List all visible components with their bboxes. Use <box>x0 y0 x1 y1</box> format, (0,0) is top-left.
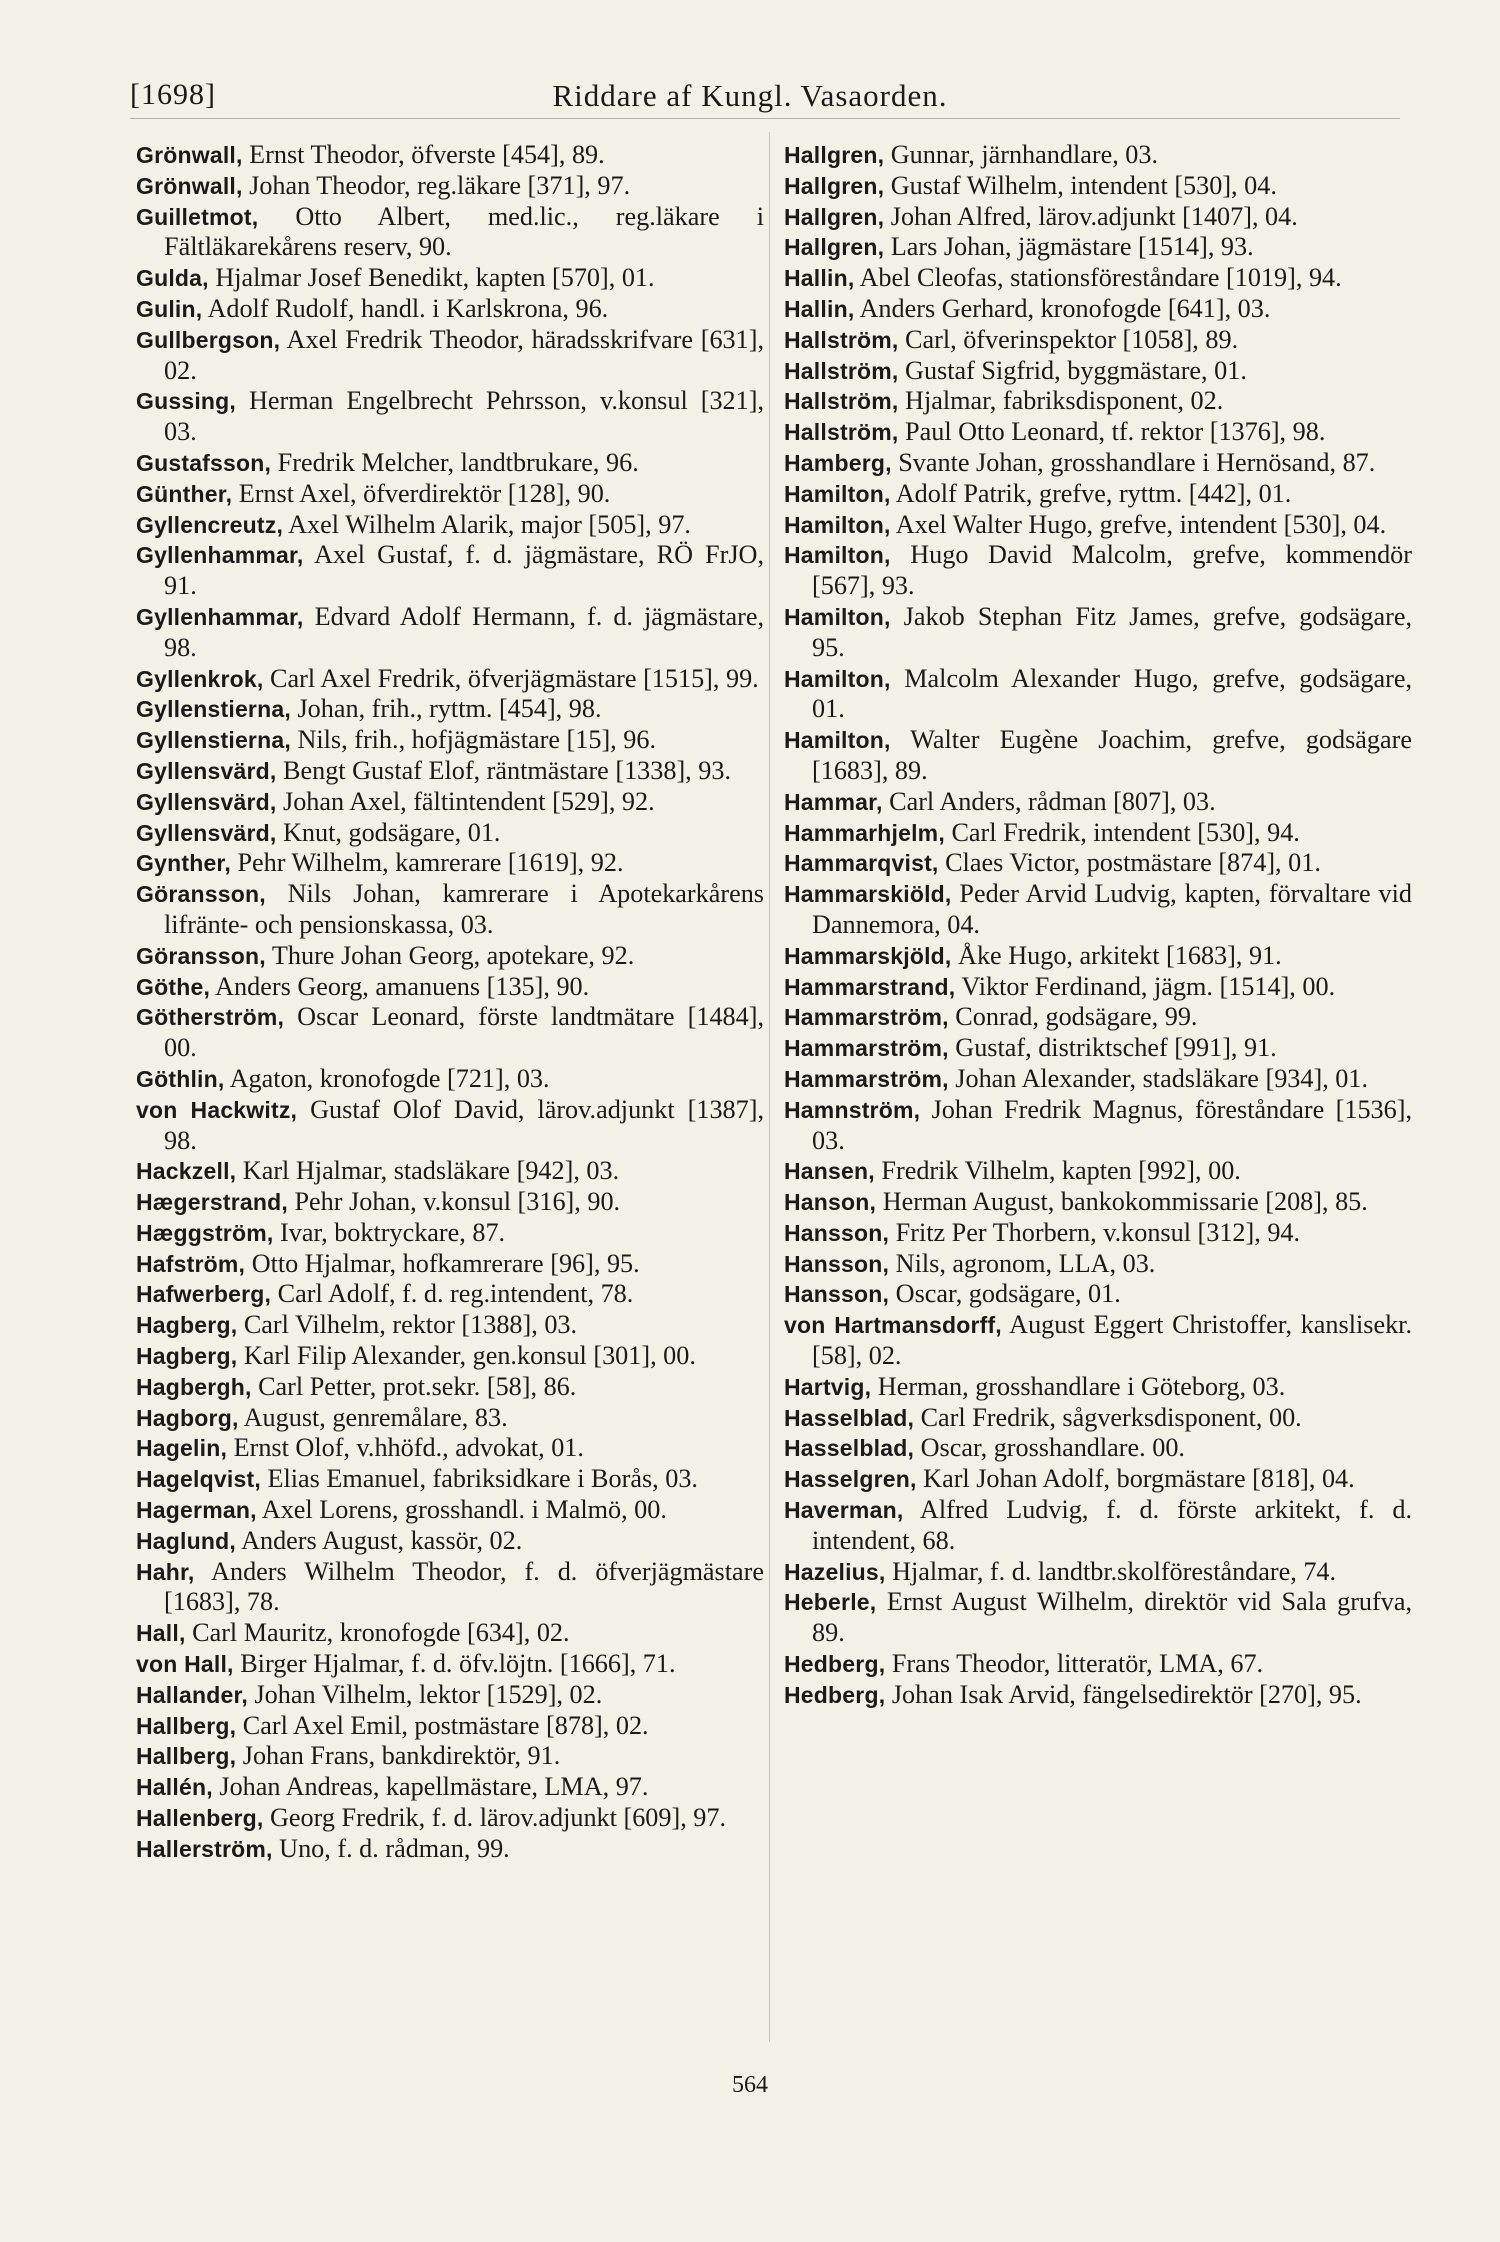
entry-details: Abel Cleofas, stationsföreståndare [1019], 94. <box>854 263 1342 293</box>
entry-details: Johan Vilhelm, lektor [1529], 02. <box>247 1679 603 1709</box>
directory-entry <box>136 972 764 1003</box>
directory-entry <box>784 540 1412 602</box>
directory-entry <box>784 664 1412 726</box>
entry-details: Oscar Leonard, förste landtmätare [1484], 00. <box>164 1002 764 1063</box>
directory-entry <box>136 1341 764 1372</box>
entry-details: Axel Lorens, grosshandl. i Malmö, 00. <box>256 1495 667 1525</box>
entry-details: Georg Fredrik, f. d. lärov.adjunkt [609], 97. <box>263 1803 727 1833</box>
entry-surname: von Hall, <box>136 1651 234 1678</box>
entry-surname: Hallgren, <box>784 203 885 230</box>
entry-details: Fredrik Melcher, landtbrukare, 96. <box>271 447 639 477</box>
entry-surname: Hallgren, <box>784 172 885 199</box>
entry-details: Conrad, godsägare, 99. <box>948 1002 1198 1032</box>
directory-entry <box>784 879 1412 941</box>
directory-entry <box>784 232 1412 263</box>
entry-surname: Gulin, <box>136 295 203 322</box>
entry-surname: Hasselgren, <box>784 1466 917 1493</box>
entry-details: Johan Frans, bankdirektör, 91. <box>236 1741 561 1771</box>
entry-details: Carl Mauritz, kronofogde [634], 02. <box>185 1618 570 1648</box>
entry-details: Malcolm Alexander Hugo, grefve, godsägare, 01. <box>812 663 1412 724</box>
column-divider <box>769 132 770 2042</box>
directory-entry <box>136 1310 764 1341</box>
entry-details: Thure Johan Georg, apotekare, 92. <box>265 940 635 970</box>
entry-details: Viktor Ferdinand, jägm. [1514], 00. <box>955 971 1336 1001</box>
entry-surname: Hackzell, <box>136 1158 237 1185</box>
entry-surname: Gyllensvärd, <box>136 819 277 846</box>
entry-details: Oscar, godsägare, 01. <box>889 1279 1121 1309</box>
directory-entry <box>136 818 764 849</box>
entry-surname: Gulda, <box>136 265 209 292</box>
entry-details: Herman August, bankokommissarie [208], 85. <box>876 1187 1368 1217</box>
entry-surname: Hazelius, <box>784 1558 886 1585</box>
directory-entry <box>784 1095 1412 1157</box>
directory-entry <box>784 1187 1412 1218</box>
entry-surname: Gyllensvärd, <box>136 757 277 784</box>
entry-details: Carl Adolf, f. d. reg.intendent, 78. <box>271 1279 634 1309</box>
entry-details: Oscar, grosshandlare. 00. <box>914 1433 1185 1463</box>
entry-details: Edvard Adolf Hermann, f. d. jägmästare, 98. <box>164 601 764 662</box>
entry-surname: Hansson, <box>784 1281 890 1308</box>
directory-entry <box>784 1218 1412 1249</box>
directory-entry <box>784 1156 1412 1187</box>
directory-entry <box>136 787 764 818</box>
directory-entry <box>136 1095 764 1157</box>
directory-entry <box>784 263 1412 294</box>
entry-details: Gustaf Wilhelm, intendent [530], 04. <box>884 170 1277 200</box>
entry-surname: Gustafsson, <box>136 449 272 476</box>
directory-entry <box>784 602 1412 664</box>
entry-surname: Gussing, <box>136 388 237 415</box>
directory-entry <box>784 1587 1412 1649</box>
entry-surname: Gyllenhammar, <box>136 542 304 569</box>
directory-entry <box>136 479 764 510</box>
entry-surname: Göransson, <box>136 881 266 908</box>
entry-details: Johan Alfred, lärov.adjunkt [1407], 04. <box>884 201 1298 231</box>
directory-entry <box>784 140 1412 171</box>
entry-surname: Heberle, <box>784 1589 877 1616</box>
entry-surname: Haverman, <box>784 1497 904 1524</box>
directory-entry <box>136 1741 764 1772</box>
directory-entry <box>136 540 764 602</box>
directory-entry <box>136 725 764 756</box>
entry-surname: Hagberg, <box>136 1343 238 1370</box>
entry-surname: von Hartmansdorff, <box>784 1312 1002 1339</box>
entry-details: Johan Axel, fältintendent [529], 92. <box>276 786 655 816</box>
entry-surname: Hagelqvist, <box>136 1466 261 1493</box>
directory-entry <box>136 602 764 664</box>
entry-surname: Göthlin, <box>136 1065 225 1092</box>
entry-surname: Gyllenhammar, <box>136 603 304 630</box>
entry-details: Otto Albert, med.lic., reg.läkare i Fältläkarekårens reserv, 90. <box>164 201 764 262</box>
directory-entry <box>784 818 1412 849</box>
footer-page-number: 564 <box>732 2072 768 2098</box>
directory-entry <box>784 1403 1412 1434</box>
entry-details: Karl Hjalmar, stadsläkare [942], 03. <box>236 1156 620 1186</box>
entry-details: Jakob Stephan Fitz James, grefve, godsägare, 95. <box>812 601 1412 662</box>
entry-surname: Hallström, <box>784 326 899 353</box>
entry-surname: Hammar, <box>784 788 883 815</box>
page-number: [1698] <box>130 78 216 111</box>
entry-details: Elias Emanuel, fabriksidkare i Borås, 03. <box>260 1464 698 1494</box>
directory-entry <box>136 1772 764 1803</box>
entry-surname: Hahr, <box>136 1558 195 1585</box>
entry-details: Fredrik Vilhelm, kapten [992], 00. <box>874 1156 1241 1186</box>
entry-surname: Hedberg, <box>784 1681 886 1708</box>
entry-surname: Götherström, <box>136 1004 285 1031</box>
directory-entry <box>784 725 1412 787</box>
directory-entry <box>136 694 764 725</box>
entry-surname: Hammarskiöld, <box>784 881 952 908</box>
entry-surname: Gyllenstierna, <box>136 696 291 723</box>
entry-details: Alfred Ludvig, f. d. förste arkitekt, f. d. intendent, 68. <box>812 1495 1412 1555</box>
entry-surname: Gyllensvärd, <box>136 788 277 815</box>
directory-entry <box>784 356 1412 387</box>
entry-details: Johan Andreas, kapellmästare, LMA, 97. <box>212 1772 649 1802</box>
directory-entry <box>784 787 1412 818</box>
entry-surname: Hansen, <box>784 1158 875 1185</box>
entry-details: Birger Hjalmar, f. d. öfv.löjtn. [1666], 71. <box>233 1649 676 1679</box>
entry-details: Walter Eugène Joachim, grefve, godsägare [1683], 89. <box>812 725 1412 785</box>
entry-surname: Hamilton, <box>784 542 891 569</box>
directory-entry <box>136 1557 764 1619</box>
directory-entry <box>136 1403 764 1434</box>
entry-details: Carl Axel Fredrik, öfverjägmästare [1515], 99. <box>263 663 759 693</box>
directory-entry <box>136 941 764 972</box>
header-rule <box>130 118 1400 119</box>
entry-details: Johan Isak Arvid, fängelsedirektör [270], 95. <box>885 1679 1362 1709</box>
entry-surname: Göransson, <box>136 942 266 969</box>
directory-entry <box>136 1649 764 1680</box>
entry-details: Adolf Patrik, grefve, ryttm. [442], 01. <box>890 478 1292 508</box>
entry-details: Agaton, kronofogde [721], 03. <box>224 1063 550 1093</box>
entry-details: Uno, f. d. rådman, 99. <box>272 1833 510 1863</box>
entry-details: Fritz Per Thorbern, v.konsul [312], 94. <box>889 1217 1301 1247</box>
entry-details: Ernst Theodor, öfverste [454], 89. <box>242 140 605 169</box>
directory-entry <box>136 202 764 264</box>
directory-entry <box>784 1310 1412 1372</box>
entry-details: Gustaf Sigfrid, byggmästare, 01. <box>898 355 1247 385</box>
directory-entry <box>136 294 764 325</box>
entry-surname: Hartvig, <box>784 1373 872 1400</box>
entry-surname: Hallerström, <box>136 1835 273 1862</box>
entry-surname: Hammarhjelm, <box>784 819 945 846</box>
directory-entry <box>784 294 1412 325</box>
entry-surname: Hammarström, <box>784 1035 949 1062</box>
entry-details: Pehr Wilhelm, kamrerare [1619], 92. <box>230 848 624 878</box>
entry-details: Adolf Rudolf, handl. i Karlskrona, 96. <box>202 293 609 323</box>
entry-surname: Hallberg, <box>136 1712 237 1739</box>
entry-details: Frans Theodor, litteratör, LMA, 67. <box>885 1649 1264 1679</box>
entry-details: Anders Wilhelm Theodor, f. d. öfverjägmästare [1683], 78. <box>164 1556 764 1617</box>
entry-surname: Hallström, <box>784 388 899 415</box>
entry-details: Carl Anders, rådman [807], 03. <box>882 786 1216 816</box>
entry-details: Åke Hugo, arkitekt [1683], 91. <box>951 940 1282 970</box>
directory-entry <box>784 1649 1412 1680</box>
directory-entry <box>136 1187 764 1218</box>
entry-surname: Hammarstrand, <box>784 973 956 1000</box>
entry-details: Knut, godsägare, 01. <box>276 817 501 847</box>
entry-details: Ivar, boktryckare, 87. <box>273 1217 506 1247</box>
directory-entry <box>136 848 764 879</box>
right-column <box>784 140 1412 1711</box>
directory-entry <box>784 1433 1412 1464</box>
entry-details: August Eggert Christoffer, kanslisekr. [58], 02. <box>812 1310 1412 1371</box>
directory-entry <box>136 263 764 294</box>
entry-surname: Hansson, <box>784 1250 890 1277</box>
entry-details: Carl Axel Emil, postmästare [878], 02. <box>236 1710 649 1740</box>
entry-surname: Hamilton, <box>784 480 891 507</box>
entry-details: Hjalmar, f. d. landtbr.skolföreståndare, 74. <box>885 1556 1337 1586</box>
entry-surname: Grönwall, <box>136 142 243 168</box>
directory-entry <box>784 1372 1412 1403</box>
directory-entry <box>784 417 1412 448</box>
entry-details: Anders Georg, amanuens [135], 90. <box>210 971 590 1001</box>
directory-entry <box>136 1279 764 1310</box>
entry-surname: Hagelin, <box>136 1435 228 1462</box>
directory-entry <box>136 140 764 171</box>
directory-entry <box>136 1680 764 1711</box>
entry-surname: Hamilton, <box>784 511 891 538</box>
entry-details: Bengt Gustaf Elof, räntmästare [1338], 93. <box>276 755 731 785</box>
entry-details: Lars Johan, jägmästare [1514], 93. <box>884 232 1254 262</box>
directory-entry <box>784 1064 1412 1095</box>
directory-entry <box>784 1680 1412 1711</box>
entry-surname: Hallgren, <box>784 142 885 168</box>
entry-details: Karl Johan Adolf, borgmästare [818], 04. <box>916 1464 1355 1494</box>
entry-details: Nils, agronom, LLA, 03. <box>889 1248 1156 1278</box>
entry-details: Ernst Axel, öfverdirektör [128], 90. <box>232 478 611 508</box>
entry-details: Pehr Johan, v.konsul [316], 90. <box>287 1187 621 1217</box>
entry-details: Otto Hjalmar, hofkamrerare [96], 95. <box>245 1248 640 1278</box>
entry-surname: Gynther, <box>136 850 231 877</box>
directory-entry <box>136 1249 764 1280</box>
entry-details: Ernst August Wilhelm, direktör vid Sala grufva, 89. <box>812 1587 1412 1648</box>
entry-surname: Grönwall, <box>136 172 243 199</box>
directory-entry <box>784 1279 1412 1310</box>
directory-entry <box>136 1834 764 1865</box>
entry-surname: Hallberg, <box>136 1743 237 1770</box>
entry-details: Anders August, kassör, 02. <box>235 1525 523 1555</box>
entry-surname: Hallgren, <box>784 234 885 261</box>
directory-entry <box>784 1464 1412 1495</box>
entry-details: Carl Vilhelm, rektor [1388], 03. <box>237 1310 578 1340</box>
entry-surname: Gullbergson, <box>136 326 281 353</box>
directory-entry <box>136 1464 764 1495</box>
entry-surname: Hallander, <box>136 1681 248 1708</box>
directory-entry <box>784 479 1412 510</box>
directory-entry <box>136 325 764 387</box>
entry-details: Karl Filip Alexander, gen.konsul [301], 00. <box>237 1341 696 1371</box>
directory-entry <box>136 879 764 941</box>
entry-details: Nils, frih., hofjägmästare [15], 96. <box>290 725 656 755</box>
entry-details: Hugo David Malcolm, grefve, kommendör [567], 93. <box>812 540 1412 601</box>
directory-entry <box>784 325 1412 356</box>
entry-surname: Hagberg, <box>136 1312 238 1339</box>
entry-surname: Hammarström, <box>784 1065 949 1092</box>
entry-details: Johan Fredrik Magnus, föreståndare [1536], 03. <box>812 1094 1412 1155</box>
entry-surname: Guilletmot, <box>136 203 259 230</box>
entry-details: Johan Alexander, stadsläkare [934], 01. <box>948 1063 1369 1093</box>
directory-entry <box>784 510 1412 541</box>
entry-surname: Hallström, <box>784 419 899 446</box>
entry-details: Paul Otto Leonard, tf. rektor [1376], 98. <box>898 417 1326 447</box>
entry-details: Peder Arvid Ludvig, kapten, förvaltare vid Dannemora, 04. <box>812 879 1412 939</box>
directory-entry <box>136 1526 764 1557</box>
directory-entry <box>136 1002 764 1064</box>
directory-entry <box>136 1156 764 1187</box>
entry-surname: Günther, <box>136 480 233 507</box>
entry-surname: Hamilton, <box>784 665 891 692</box>
entry-surname: Hammarqvist, <box>784 850 939 877</box>
entry-surname: Hagerman, <box>136 1497 257 1524</box>
entry-surname: Hallström, <box>784 357 899 384</box>
entry-surname: Hallén, <box>136 1774 213 1801</box>
directory-entry <box>136 664 764 695</box>
entry-surname: Hamilton, <box>784 603 891 630</box>
entry-surname: Hafström, <box>136 1250 246 1277</box>
entry-details: Axel Fredrik Theodor, häradsskrifvare [631], 02. <box>164 324 764 385</box>
entry-details: Carl Fredrik, sågverksdisponent, 00. <box>914 1402 1302 1432</box>
directory-entry <box>784 202 1412 233</box>
entry-details: Herman Engelbrecht Pehrsson, v.konsul [321], 03. <box>164 386 764 447</box>
entry-details: Gustaf Olof David, lärov.adjunkt [1387], 98. <box>164 1094 764 1155</box>
entry-surname: Hammarström, <box>784 1004 949 1031</box>
directory-entry <box>136 1218 764 1249</box>
directory-entry <box>136 386 764 448</box>
entry-surname: Göthe, <box>136 973 211 1000</box>
directory-entry <box>784 941 1412 972</box>
left-column <box>136 140 764 1865</box>
directory-entry <box>784 1557 1412 1588</box>
entry-surname: Hamilton, <box>784 727 891 754</box>
entry-surname: Hall, <box>136 1620 186 1647</box>
directory-entry <box>136 448 764 479</box>
directory-entry <box>784 1495 1412 1557</box>
entry-surname: von Hackwitz, <box>136 1096 298 1123</box>
entry-surname: Hammarskjöld, <box>784 942 952 969</box>
entry-details: Anders Gerhard, kronofogde [641], 03. <box>854 293 1271 323</box>
entry-details: Svante Johan, grosshandlare i Hernösand, 87. <box>891 447 1376 477</box>
directory-entry <box>784 972 1412 1003</box>
entry-details: Johan, frih., ryttm. [454], 98. <box>290 694 602 724</box>
entry-surname: Hamnström, <box>784 1096 921 1123</box>
entry-surname: Hægerstrand, <box>136 1189 288 1216</box>
directory-entry <box>784 448 1412 479</box>
directory-entry <box>784 848 1412 879</box>
entry-details: Ernst Olof, v.hhöfd., advokat, 01. <box>227 1433 584 1463</box>
entry-details: Claes Victor, postmästare [874], 01. <box>938 848 1321 878</box>
entry-details: Carl Petter, prot.sekr. [58], 86. <box>251 1371 577 1401</box>
directory-entry <box>136 1618 764 1649</box>
running-head: Riddare af Kungl. Vasaorden. <box>552 78 948 113</box>
entry-surname: Hallin, <box>784 265 855 292</box>
entry-surname: Gyllenstierna, <box>136 727 291 754</box>
directory-entry <box>136 1433 764 1464</box>
entry-surname: Hallin, <box>784 295 855 322</box>
entry-surname: Hansson, <box>784 1219 890 1246</box>
entry-details: Axel Walter Hugo, grefve, intendent [530], 04. <box>890 509 1387 539</box>
entry-surname: Hamberg, <box>784 449 892 476</box>
entry-details: Hjalmar, fabriksdisponent, 02. <box>898 386 1224 416</box>
directory-entry <box>136 1372 764 1403</box>
entry-surname: Hasselblad, <box>784 1435 915 1462</box>
entry-surname: Gyllenkrok, <box>136 665 264 692</box>
directory-entry <box>784 1002 1412 1033</box>
entry-surname: Hanson, <box>784 1189 877 1216</box>
entry-surname: Hallenberg, <box>136 1805 264 1832</box>
directory-entry <box>136 1064 764 1095</box>
entry-surname: Hæggström, <box>136 1219 274 1246</box>
entry-surname: Hagbergh, <box>136 1373 252 1400</box>
directory-entry <box>136 1711 764 1742</box>
entry-surname: Hasselblad, <box>784 1404 915 1431</box>
entry-details: August, genremålare, 83. <box>238 1402 508 1432</box>
entry-details: Herman, grosshandlare i Göteborg, 03. <box>871 1371 1286 1401</box>
directory-entry <box>784 171 1412 202</box>
entry-details: Johan Theodor, reg.läkare [371], 97. <box>242 170 631 200</box>
directory-entry <box>136 510 764 541</box>
directory-entry <box>136 1495 764 1526</box>
entry-surname: Hagborg, <box>136 1404 239 1431</box>
directory-entry <box>784 1033 1412 1064</box>
directory-entry <box>136 171 764 202</box>
entry-details: Axel Wilhelm Alarik, major [505], 97. <box>283 509 691 539</box>
directory-entry <box>784 1249 1412 1280</box>
entry-details: Hjalmar Josef Benedikt, kapten [570], 01. <box>208 263 655 293</box>
entry-surname: Hedberg, <box>784 1651 886 1678</box>
entry-surname: Gyllencreutz, <box>136 511 284 538</box>
entry-details: Carl, öfverinspektor [1058], 89. <box>898 324 1239 354</box>
entry-details: Carl Fredrik, intendent [530], 94. <box>944 817 1300 847</box>
entry-surname: Hafwerberg, <box>136 1281 272 1308</box>
entry-details: Gustaf, distriktschef [991], 91. <box>948 1033 1277 1063</box>
entry-details: Gunnar, järnhandlare, 03. <box>884 140 1159 169</box>
entry-surname: Haglund, <box>136 1527 236 1554</box>
directory-entry <box>784 386 1412 417</box>
directory-entry <box>136 1803 764 1834</box>
directory-entry <box>136 756 764 787</box>
entry-details: Nils Johan, kamrerare i Apotekarkårens lifränte- och pensionskassa, 03. <box>164 879 764 939</box>
entry-details: Axel Gustaf, f. d. jägmästare, RÖ FrJO, 91. <box>164 540 764 601</box>
